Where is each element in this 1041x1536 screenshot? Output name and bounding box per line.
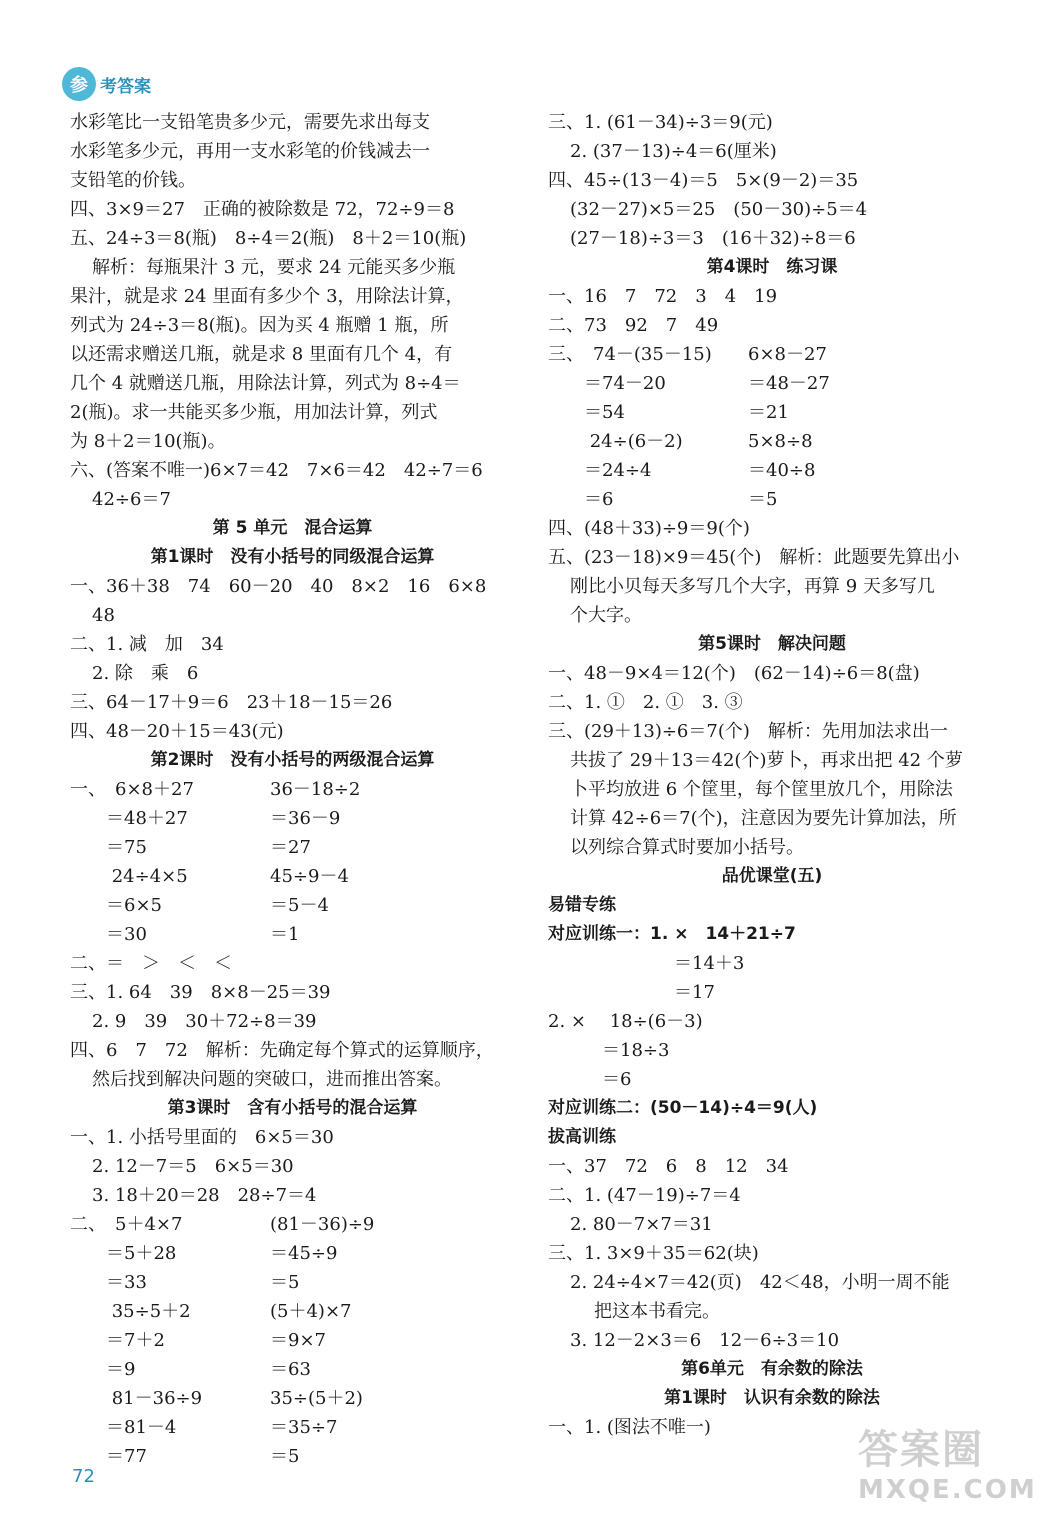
calc-cell: ＝81－4 [70, 1417, 177, 1438]
calc-cell: ＝6 [548, 489, 614, 510]
calc-cell: 45÷9－4 [270, 866, 349, 887]
answer-line: 3. 12－2×3＝6 12－6÷3＝10 [570, 1330, 840, 1351]
section-title: 第3课时 含有小括号的混合运算 [167, 1098, 418, 1118]
answer-line: 果汁，就是求 24 里面有多少个 3，用除法计算， [70, 286, 464, 307]
calc-row [70, 1239, 515, 1268]
calc-row [548, 485, 996, 514]
answer-line: (32－27)×5＝25 (50－30)÷5＝4 [570, 199, 868, 220]
calc-cell: 5×8÷8 [748, 431, 813, 452]
answer-line: 共拔了 29＋13＝42(个)萝卜，再求出把 42 个萝 [570, 750, 963, 771]
answer-line: 列式为 24÷3＝8(瓶)。因为买 4 瓶赠 1 瓶，所 [70, 315, 449, 336]
answer-line: ＝14＋3 [548, 953, 745, 974]
calc-row [548, 369, 996, 398]
calc-cell: ＝6×5 [70, 895, 162, 916]
calc-cell: 24÷(6－2) [548, 431, 683, 452]
calc-cell: ＝40÷8 [748, 460, 816, 481]
calc-cell: ＝7＋2 [70, 1330, 165, 1351]
subsection-label: 对应训练二：(50－14)÷4＝9(人) [548, 1098, 818, 1118]
answer-line: 三、1. 64 39 8×8－25＝39 [70, 982, 331, 1003]
calc-cell: ＝21 [748, 402, 789, 423]
answer-line: ＝18÷3 [548, 1040, 670, 1061]
calc-cell: ＝36－9 [270, 808, 341, 829]
answer-line: 支铅笔的价钱。 [70, 170, 196, 191]
answer-line: 一、36＋38 74 60－20 40 8×2 16 6×8 [70, 576, 487, 597]
answer-line: 然后找到解决问题的突破口，进而推出答案。 [92, 1069, 452, 1090]
answer-line: ＝6 [548, 1069, 632, 1090]
left-column [70, 108, 515, 1471]
answer-line: 2. 24÷4×7＝42(页) 42＜48，小明一周不能 [570, 1272, 950, 1293]
calc-cell: ＝27 [270, 837, 311, 858]
answer-line: 2. 80－7×7＝31 [570, 1214, 713, 1235]
section-title: 第5课时 解决问题 [698, 634, 846, 654]
answer-line: 五、(23－18)×9＝45(个) 解析：此题要先算出小 [548, 547, 960, 568]
section-title: 第 5 单元 混合运算 [212, 518, 373, 538]
header [62, 66, 151, 102]
section-title: 第1课时 没有小括号的同级混合运算 [150, 547, 435, 567]
calc-cell: 35÷5＋2 [70, 1301, 191, 1322]
answer-line: 把这本书看完。 [594, 1301, 720, 1322]
watermark [858, 1418, 1037, 1528]
calc-row [70, 1442, 515, 1471]
calc-cell: ＝5＋28 [70, 1243, 177, 1264]
calc-cell: ＝75 [70, 837, 147, 858]
calc-row [548, 340, 996, 369]
answer-line: 个大字。 [570, 605, 642, 626]
answer-line: 三、1. 3×9＋35＝62(块) [548, 1243, 759, 1264]
answer-line: 四、(48＋33)÷9＝9(个) [548, 518, 750, 539]
watermark-url: MXQE.COM [858, 1475, 1037, 1505]
answer-line: (27－18)÷3＝3 (16＋32)÷8＝6 [570, 228, 856, 249]
calc-row [70, 1384, 515, 1413]
answer-line: 水彩笔比一支铅笔贵多少元，需要先求出每支 [70, 112, 430, 133]
answer-line: 二、1. 减 加 34 [70, 634, 224, 655]
answer-line: 以还需求赠送几瓶，就是求 8 里面有几个 4，有 [70, 344, 453, 365]
answer-line: 二、73 92 7 49 [548, 315, 719, 336]
answer-line: ＝17 [548, 982, 715, 1003]
answer-line: 卜平均放进 6 个筐里，每个筐里放几个，用除法 [570, 779, 953, 800]
calc-cell: 一、 6×8＋27 [70, 779, 194, 800]
answer-line: 一、16 7 72 3 4 19 [548, 286, 778, 307]
calc-cell: 6×8－27 [748, 344, 827, 365]
answer-line: 一、48－9×4＝12(个) (62－14)÷6＝8(盘) [548, 663, 920, 684]
calc-cell: ＝35÷7 [270, 1417, 338, 1438]
calc-cell: ＝54 [548, 402, 625, 423]
answer-line: 二、＝ ＞ ＜ ＜ [70, 953, 232, 974]
calc-cell: 三、 74－(35－15) [548, 344, 712, 365]
answer-line: 水彩笔多少元，再用一支水彩笔的价钱减去一 [70, 141, 430, 162]
answer-line: 四、45÷(13－4)＝5 5×(9－2)＝35 [548, 170, 859, 191]
answer-line: 四、3×9＝27 正确的被除数是 72，72÷9＝8 [70, 199, 455, 220]
answer-line: 一、1. 小括号里面的 6×5＝30 [70, 1127, 334, 1148]
calc-cell: 81－36÷9 [70, 1388, 203, 1409]
answer-line: 以列综合算式时要加小括号。 [570, 837, 804, 858]
calc-cell: ＝48＋27 [70, 808, 188, 829]
calc-cell: ＝5 [270, 1272, 300, 1293]
calc-row [70, 1210, 515, 1239]
calc-cell: 35÷(5＋2) [270, 1388, 363, 1409]
calc-row [70, 1268, 515, 1297]
calc-row [548, 456, 996, 485]
calc-row [70, 804, 515, 833]
calc-row [70, 920, 515, 949]
section-title: 第1课时 认识有余数的除法 [664, 1388, 880, 1408]
calc-row [548, 427, 996, 456]
answer-line: 六、(答案不唯一)6×7＝42 7×6＝42 42÷7＝6 [70, 460, 483, 481]
calc-cell: ＝9×7 [270, 1330, 326, 1351]
subsection-label: 易错专练 [548, 895, 616, 915]
answer-line: 四、48－20＋15＝43(元) [70, 721, 284, 742]
answer-line: 五、24÷3＝8(瓶) 8÷4＝2(瓶) 8＋2＝10(瓶) [70, 228, 467, 249]
answer-line: 2. 9 39 30＋72÷8＝39 [92, 1011, 317, 1032]
answer-line: 为 8＋2＝10(瓶)。 [70, 431, 226, 452]
calc-row [70, 833, 515, 862]
answer-line: 2. × 18÷(6－3) [548, 1011, 703, 1032]
header-badge-icon: 参 [62, 67, 96, 101]
right-column [548, 108, 996, 1442]
calc-cell: ＝9 [70, 1359, 136, 1380]
calc-cell: ＝24÷4 [548, 460, 652, 481]
answer-line: 2. 12－7＝5 6×5＝30 [92, 1156, 294, 1177]
answer-line: 二、1. (47－19)÷7＝4 [548, 1185, 741, 1206]
page-number: 72 [72, 1466, 95, 1487]
calc-cell: ＝5 [270, 1446, 300, 1467]
answer-line: 三、64－17＋9＝6 23＋18－15＝26 [70, 692, 393, 713]
calc-cell: (5＋4)×7 [270, 1301, 352, 1322]
answer-line: 解析：每瓶果汁 3 元，要求 24 元能买多少瓶 [92, 257, 456, 278]
answer-line: 3. 18＋20＝28 28÷7＝4 [92, 1185, 317, 1206]
answer-line: 几个 4 就赠送几瓶，用除法计算，列式为 8÷4＝ [70, 373, 461, 394]
answer-line: 一、37 72 6 8 12 34 [548, 1156, 789, 1177]
calc-cell: (81－36)÷9 [270, 1214, 375, 1235]
answer-line: 2(瓶)。求一共能买多少瓶，用加法计算，列式 [70, 402, 438, 423]
calc-cell: ＝45÷9 [270, 1243, 338, 1264]
answer-line: 2. (37－13)÷4＝6(厘米) [570, 141, 777, 162]
calc-row [70, 775, 515, 804]
answer-line: 四、6 7 72 解析：先确定每个算式的运算顺序， [70, 1040, 494, 1061]
section-title: 第6单元 有余数的除法 [681, 1359, 863, 1379]
answer-line: 42÷6＝7 [92, 489, 171, 510]
calc-cell: 二、 5＋4×7 [70, 1214, 183, 1235]
calc-cell: ＝74－20 [548, 373, 666, 394]
calc-row [70, 1413, 515, 1442]
calc-row [70, 1297, 515, 1326]
calc-row [548, 398, 996, 427]
answer-line: 二、1. ① 2. ① 3. ③ [548, 692, 743, 713]
calc-cell: ＝33 [70, 1272, 147, 1293]
calc-cell: 36－18÷2 [270, 779, 361, 800]
answer-line: 48 [92, 605, 115, 626]
answer-line: 刚比小贝每天多写几个大字，再算 9 天多写几 [570, 576, 935, 597]
subsection-label: 拔高训练 [548, 1127, 616, 1147]
section-title: 第4课时 练习课 [706, 257, 838, 277]
calc-cell: ＝77 [70, 1446, 147, 1467]
section-title: 第2课时 没有小括号的两级混合运算 [150, 750, 435, 770]
calc-row [70, 891, 515, 920]
answer-line: 一、1. (图法不唯一) [548, 1417, 711, 1438]
calc-cell: ＝5 [748, 489, 778, 510]
calc-cell: ＝5－4 [270, 895, 329, 916]
section-title: 品优课堂(五) [721, 866, 823, 886]
answer-line: 三、1. (61－34)÷3＝9(元) [548, 112, 773, 133]
calc-cell: ＝1 [270, 924, 300, 945]
header-label: 考答案 [100, 76, 151, 97]
calc-cell: ＝63 [270, 1359, 311, 1380]
calc-cell: ＝48－27 [748, 373, 830, 394]
watermark-logo: 答案圈 [858, 1427, 984, 1473]
calc-cell: 24÷4×5 [70, 866, 188, 887]
calc-row [70, 1326, 515, 1355]
calc-cell: ＝30 [70, 924, 147, 945]
answer-line: 计算 42÷6＝7(个)，注意因为要先计算加法，所 [570, 808, 957, 829]
subsection-label: 对应训练一：1. × 14＋21÷7 [548, 924, 796, 944]
calc-row [70, 1355, 515, 1384]
calc-row [70, 862, 515, 891]
answer-line: 2. 除 乘 6 [92, 663, 199, 684]
answer-line: 三、(29＋13)÷6＝7(个) 解析：先用加法求出一 [548, 721, 948, 742]
